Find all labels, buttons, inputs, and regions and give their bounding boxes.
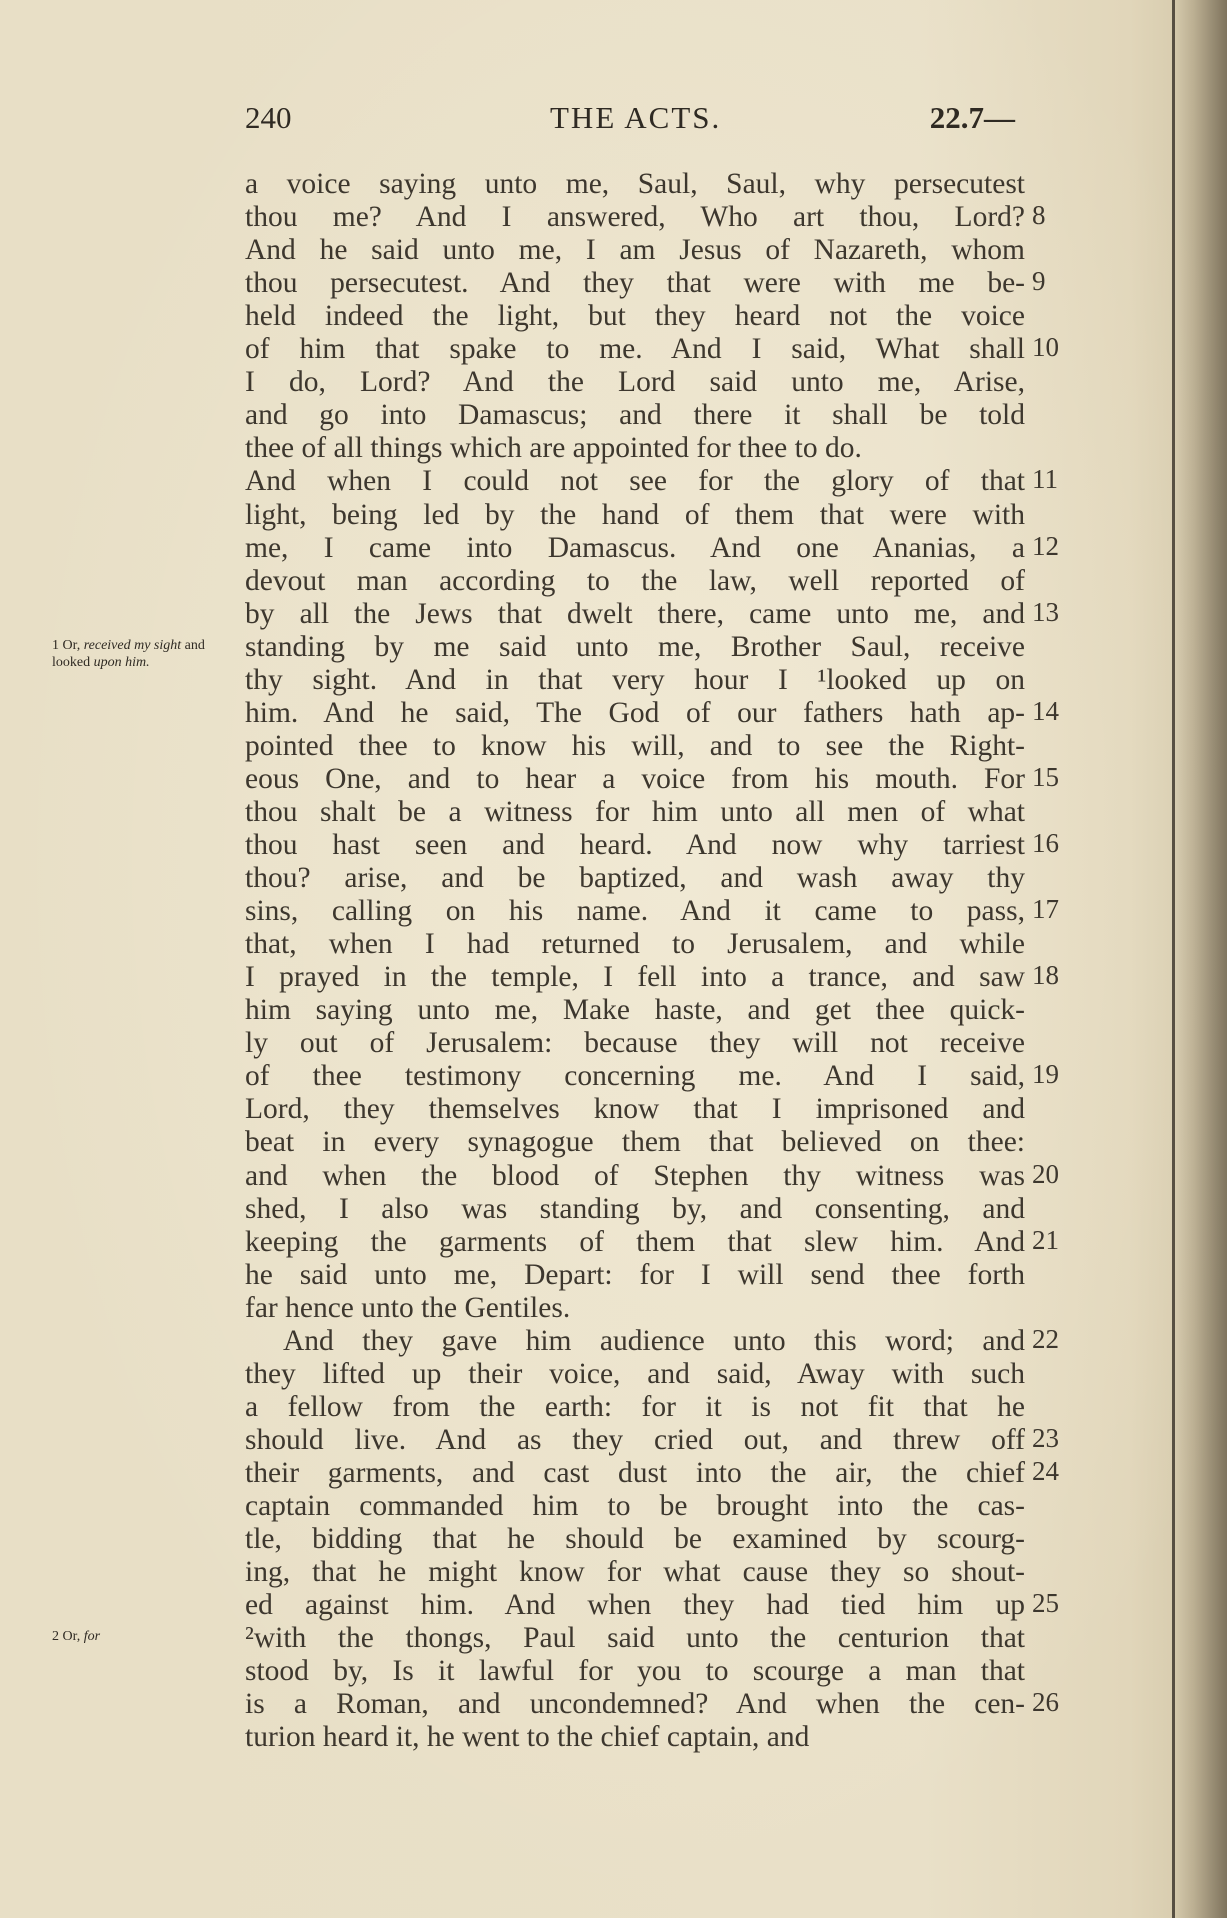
text-line-content: him. And he said, The God of our fathers hath ap- — [245, 696, 1025, 729]
margin-note-text: 2 Or, — [52, 1629, 84, 1645]
text-line-content: thy sight. And in that very hour I ¹looked up on — [245, 663, 1025, 696]
text-line — [245, 565, 1025, 598]
text-line — [245, 1391, 1025, 1424]
margin-note — [52, 1628, 240, 1645]
text-line — [245, 267, 1025, 300]
text-line-content: thou persecutest. And they that were with me be- — [245, 267, 1025, 300]
text-line — [245, 1457, 1025, 1490]
text-line — [245, 1589, 1025, 1622]
text-line-content: pointed thee to know his will, and to see the Right- — [245, 729, 1025, 762]
margin-note-text: and looked — [52, 637, 205, 670]
text-line-content: eous One, and to hear a voice from his mouth. For — [245, 762, 1025, 795]
text-line-content: a voice saying unto me, Saul, Saul, why persecutest — [245, 168, 1025, 200]
text-line — [245, 994, 1025, 1027]
text-line — [245, 432, 1025, 465]
text-line — [245, 532, 1025, 565]
text-line-content: me, I came into Damascus. And one Ananias, a — [245, 531, 1025, 564]
verse-number: 12 — [1032, 530, 1059, 561]
text-line — [245, 928, 1025, 961]
text-line — [245, 862, 1025, 895]
text-line-content: and when the blood of Stephen thy witness was — [245, 1159, 1025, 1192]
text-line — [245, 1027, 1025, 1060]
text-line — [245, 499, 1025, 532]
margin-note-text: 1 Or, — [52, 637, 84, 653]
verse-number: 11 — [1032, 464, 1058, 495]
verse-number: 13 — [1032, 596, 1059, 627]
text-line-content: thou hast seen and heard. And now why tarriest — [245, 829, 1025, 861]
text-line-content: of him that spake to me. And I said, What shall — [245, 333, 1025, 366]
verse-number: 19 — [1032, 1059, 1059, 1090]
book-edge — [1172, 0, 1175, 1918]
text-line — [245, 1490, 1025, 1523]
text-line — [245, 1523, 1025, 1556]
text-line — [245, 234, 1025, 267]
text-line-content: ²with the thongs, Paul said unto the centurion that — [245, 1622, 1025, 1655]
margin-note-text: for — [83, 1629, 101, 1645]
text-line-content: thou shalt be a witness for him unto all men of what — [245, 795, 1025, 828]
margin-note-text: upon him. — [93, 654, 150, 670]
text-line-content: of thee testimony concerning me. And I said, — [245, 1060, 1025, 1093]
text-line-content: tle, bidding that he should be examined by scourg- — [245, 1523, 1025, 1556]
verse-number: 26 — [1032, 1687, 1059, 1718]
verse-number: 22 — [1032, 1323, 1059, 1354]
text-line-content: keeping the garments of them that slew him. And — [245, 1225, 1025, 1258]
text-line — [245, 1688, 1025, 1721]
text-line — [245, 1721, 1025, 1754]
chapter-verse-reference: 22.7— — [929, 100, 1015, 135]
verse-number: 17 — [1032, 894, 1059, 925]
text-line — [245, 1160, 1025, 1193]
verse-number: 24 — [1032, 1455, 1059, 1486]
text-line-content: And he said unto me, I am Jesus of Nazareth, whom — [245, 234, 1025, 267]
text-line — [245, 697, 1025, 730]
text-line — [245, 333, 1025, 366]
text-line-content: And when I could not see for the glory of that — [245, 465, 1025, 498]
verse-number: 18 — [1032, 960, 1059, 991]
text-line — [245, 465, 1025, 498]
text-line-content: held indeed the light, but they heard not the voice — [245, 300, 1025, 333]
text-line-content: ed against him. And when they had tied him up — [245, 1589, 1025, 1622]
text-line — [245, 730, 1025, 763]
text-line — [245, 300, 1025, 333]
text-line — [245, 829, 1025, 862]
page-number: 240 — [245, 100, 292, 135]
text-line — [245, 631, 1025, 664]
text-line — [245, 1093, 1025, 1126]
text-line — [245, 1126, 1025, 1159]
text-line — [245, 1259, 1025, 1292]
text-line — [245, 1226, 1025, 1259]
text-line-content: thou me? And I answered, Who art thou, Lord? — [245, 201, 1025, 234]
verse-number: 21 — [1032, 1224, 1059, 1255]
verse-number: 23 — [1032, 1422, 1059, 1453]
text-line-content: far hence unto the Gentiles. — [245, 1291, 571, 1324]
verse-number: 16 — [1032, 828, 1059, 858]
verse-number: 9 — [1032, 266, 1046, 297]
verse-number: 10 — [1032, 332, 1059, 363]
text-line — [245, 664, 1025, 697]
text-line — [245, 201, 1025, 234]
text-line-content: turion heard it, he went to the chief captain, and — [245, 1721, 810, 1754]
text-line-content: their garments, and cast dust into the air, the chief — [245, 1456, 1025, 1489]
text-line-content: should live. And as they cried out, and threw off — [245, 1423, 1025, 1456]
text-line-content: by all the Jews that dwelt there, came unto me, and — [245, 597, 1025, 630]
text-line-content: And they gave him audience unto this word; and — [283, 1324, 1025, 1357]
text-line-content: thee of all things which are appointed for thee to do. — [245, 432, 862, 465]
text-line — [245, 1292, 1025, 1325]
text-line-content: captain commanded him to be brought into the cas- — [245, 1490, 1025, 1522]
verse-number: 15 — [1032, 761, 1059, 792]
book-gutter-shadow — [1172, 0, 1227, 1918]
text-line — [245, 598, 1025, 631]
text-line-content: I do, Lord? And the Lord said unto me, Arise, — [245, 366, 1025, 399]
verse-number: 8 — [1032, 200, 1046, 231]
text-line — [245, 763, 1025, 796]
text-line — [245, 366, 1025, 399]
text-line-content: thou? arise, and be baptized, and wash away thy — [245, 862, 1025, 895]
text-line-content: he said unto me, Depart: for I will send thee forth — [245, 1258, 1025, 1291]
text-line — [245, 895, 1025, 928]
text-line-content: devout man according to the law, well reported of — [245, 564, 1025, 597]
running-title: THE ACTS. — [550, 100, 722, 135]
text-line — [245, 1655, 1025, 1688]
text-line-content: light, being led by the hand of them that were with — [245, 498, 1025, 531]
text-line-content: shed, I also was standing by, and consenting, and — [245, 1192, 1025, 1225]
margin-note — [52, 637, 240, 671]
text-line — [245, 1622, 1025, 1655]
text-line-content: Lord, they themselves know that I imprisoned and — [245, 1093, 1025, 1126]
text-line — [245, 1358, 1025, 1391]
text-line — [245, 1556, 1025, 1589]
margin-note-text: received my sight — [83, 637, 182, 653]
verse-number: 20 — [1032, 1158, 1059, 1189]
text-line-content: that, when I had returned to Jerusalem, and while — [245, 928, 1025, 961]
text-line-content: they lifted up their voice, and said, Away with such — [245, 1357, 1025, 1390]
text-line — [245, 1060, 1025, 1093]
text-line-content: is a Roman, and uncondemned? And when the cen- — [245, 1688, 1025, 1721]
text-line-content: a fellow from the earth: for it is not fit that he — [245, 1390, 1025, 1423]
running-header — [245, 100, 1015, 144]
text-line-content: stood by, Is it lawful for you to scourge a man that — [245, 1655, 1025, 1688]
text-line-content: and go into Damascus; and there it shall be told — [245, 399, 1025, 432]
text-line-content: ly out of Jerusalem: because they will not receive — [245, 1027, 1025, 1060]
text-line-content: him saying unto me, Make haste, and get thee quick- — [245, 994, 1025, 1027]
text-line — [245, 1325, 1025, 1358]
text-line — [245, 961, 1025, 994]
text-line-content: standing by me said unto me, Brother Saul, receive — [245, 630, 1025, 663]
text-line-content: I prayed in the temple, I fell into a trance, and saw — [245, 961, 1025, 994]
text-line — [245, 1424, 1025, 1457]
text-line-content: ing, that he might know for what cause they so shout- — [245, 1556, 1025, 1589]
text-line — [245, 399, 1025, 432]
verse-number: 25 — [1032, 1588, 1059, 1619]
text-line — [245, 796, 1025, 829]
text-line — [245, 168, 1025, 201]
verse-number: 14 — [1032, 695, 1059, 726]
text-line — [245, 1193, 1025, 1226]
text-line-content: sins, calling on his name. And it came to pass, — [245, 895, 1025, 928]
text-line-content: beat in every synagogue them that believed on thee: — [245, 1126, 1025, 1159]
